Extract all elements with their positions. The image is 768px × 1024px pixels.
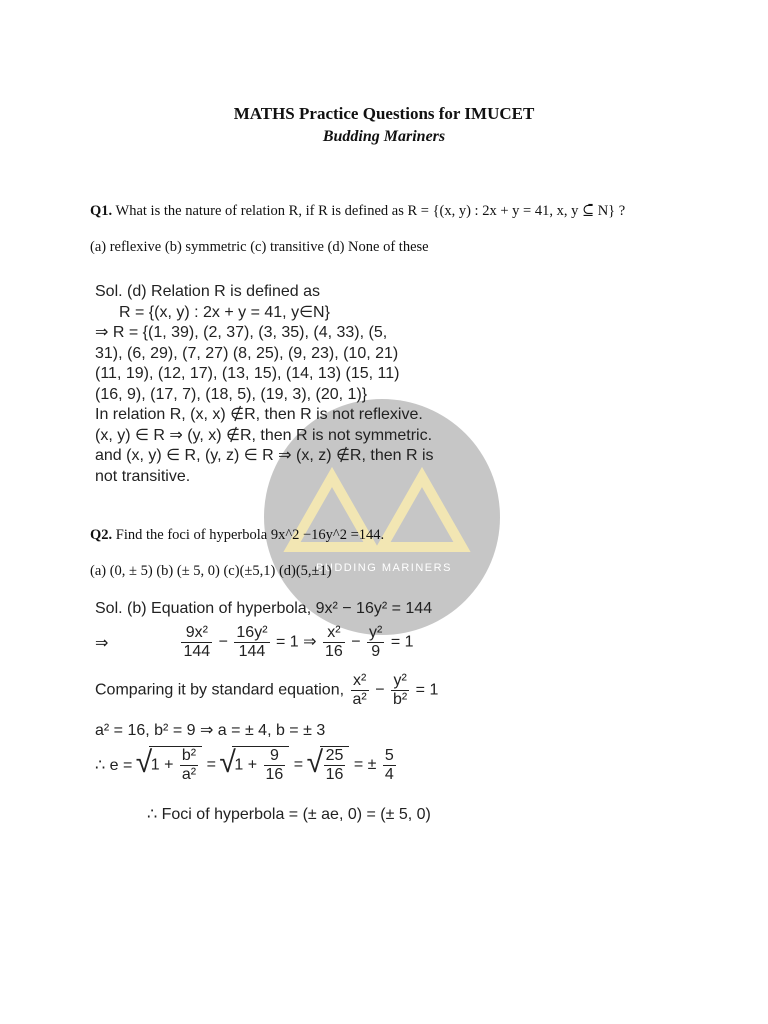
- square-root: √ 1 + $\frac{\text{b²}}{\text{a²}}$: [149, 746, 202, 784]
- solution-1-line: R = {(x, y) : 2x + y = 41, y∈N}: [119, 303, 330, 321]
- fraction: √ $\frac{25}{16}$: [325, 747, 344, 783]
- fraction: $\frac{\text{9x²}}{144}$: [183, 624, 211, 660]
- question-2: [90, 527, 384, 544]
- page-subtitle: Budding Mariners: [322, 128, 446, 145]
- question-1: [90, 203, 625, 220]
- question-2-solution: [95, 600, 455, 830]
- fraction: $\frac{\text{x²}}{\text{a²}}$: [352, 672, 367, 708]
- implies-arrow: ⇒: [95, 634, 109, 652]
- solution-2-ab-line: a² = 16, b² = 9 ⇒ a = ± 4, b = ± 3: [95, 722, 326, 739]
- fraction: $\frac{\text{y²}}{9}$: [369, 624, 383, 660]
- fraction: $\frac{\text{16y²}}{144}$: [236, 624, 268, 660]
- solution-1-line: and (x, y) ∈ R, (y, z) ∈ R ⇒ (x, z) ∉R, then R is: [95, 447, 434, 464]
- solution-1-line: not transitive.: [95, 467, 191, 485]
- solution-1-line: Sol. (d) Relation R is defined as: [95, 283, 320, 300]
- question-2-label: Q2.: [90, 527, 113, 543]
- question-2-text: Find the foci of hyperbola 9x^2 −16y^2 =144.: [115, 527, 385, 543]
- page-title: MATHS Practice Questions for IMUCET: [233, 104, 535, 123]
- solution-1-line: (11, 19), (12, 17), (13, 15), (14, 13) (15, 11): [95, 365, 400, 382]
- solution-2-line-1: Sol. (b) Equation of hyperbola, 9x² − 16y² = 144: [95, 600, 433, 617]
- solution-1-line: (16, 9), (17, 7), (18, 5), (19, 3), (20, 1)}: [95, 385, 368, 403]
- question-2-options: (a) (0, ± 5) (b) (± 5, 0) (c)(±5,1) (d)(5,±1): [90, 563, 332, 579]
- solution-1-line: In relation R, (x, x) ∉R, then R is not reflexive.: [95, 406, 423, 423]
- solution-1-line: (x, y) ∈ R ⇒ (y, x) ∉R, then R is not symmetric.: [95, 426, 433, 444]
- question-1-text: What is the nature of relation R, if R is defined as R = {(x, y) : 2x + y = 41, x, y ⊆̄ N} ?: [115, 203, 626, 219]
- watermark-text: BUDDING MARINERS: [316, 562, 452, 574]
- question-1-options: (a) reflexive (b) symmetric (c) transitive (d) None of these: [90, 239, 429, 255]
- fraction: $\frac{9}{16}$: [265, 747, 284, 783]
- solution-1-line: ⇒ R = {(1, 39), (2, 37), (3, 35), (4, 33), (5,: [95, 324, 388, 341]
- solution-2-equation-row: ⇒ $\frac{\text{9x²}}{144}$ − $\frac{\text{16y²}}{144}$ = 1 ⇒ $\frac{\text{x²}}{16}$ − $\frac{\text{y²}}{9}$ = 1: [95, 624, 414, 660]
- fraction: $\frac{\text{y²}}{\text{b²}}$: [392, 672, 408, 708]
- fraction: $\frac{5}{4}$: [384, 746, 394, 783]
- question-1-solution: [95, 282, 434, 487]
- fraction: $\frac{\text{x²}}{16}$: [324, 624, 343, 660]
- fraction: $\frac{\text{b²}}{\text{a²}}$: [181, 747, 197, 783]
- solution-2-compare-row: Comparing it by standard equation, $\frac{\text{x²}}{\text{a²}}$ − $\frac{\text{y²}}{\text{b²}}$ = 1: [95, 672, 439, 708]
- solution-1-line: 31), (6, 29), (7, 27) (8, 25), (9, 23), (10, 21): [95, 344, 399, 362]
- solution-2-foci-line: ∴ Foci of hyperbola = (± ae, 0) = (± 5, 0): [147, 806, 431, 823]
- solution-2-eccentricity-row: ∴ e = √ 1 + $\frac{\text{b²}}{\text{a²}}$ = √ 1 + $\frac{9}{16}$ = √ $\frac{25}{16}$ = ± $\frac{5}{4}$: [95, 746, 398, 784]
- square-root: √ 1 + $\frac{9}{16}$: [232, 746, 289, 784]
- square-root: [320, 746, 350, 784]
- question-1-label: Q1.: [90, 203, 113, 219]
